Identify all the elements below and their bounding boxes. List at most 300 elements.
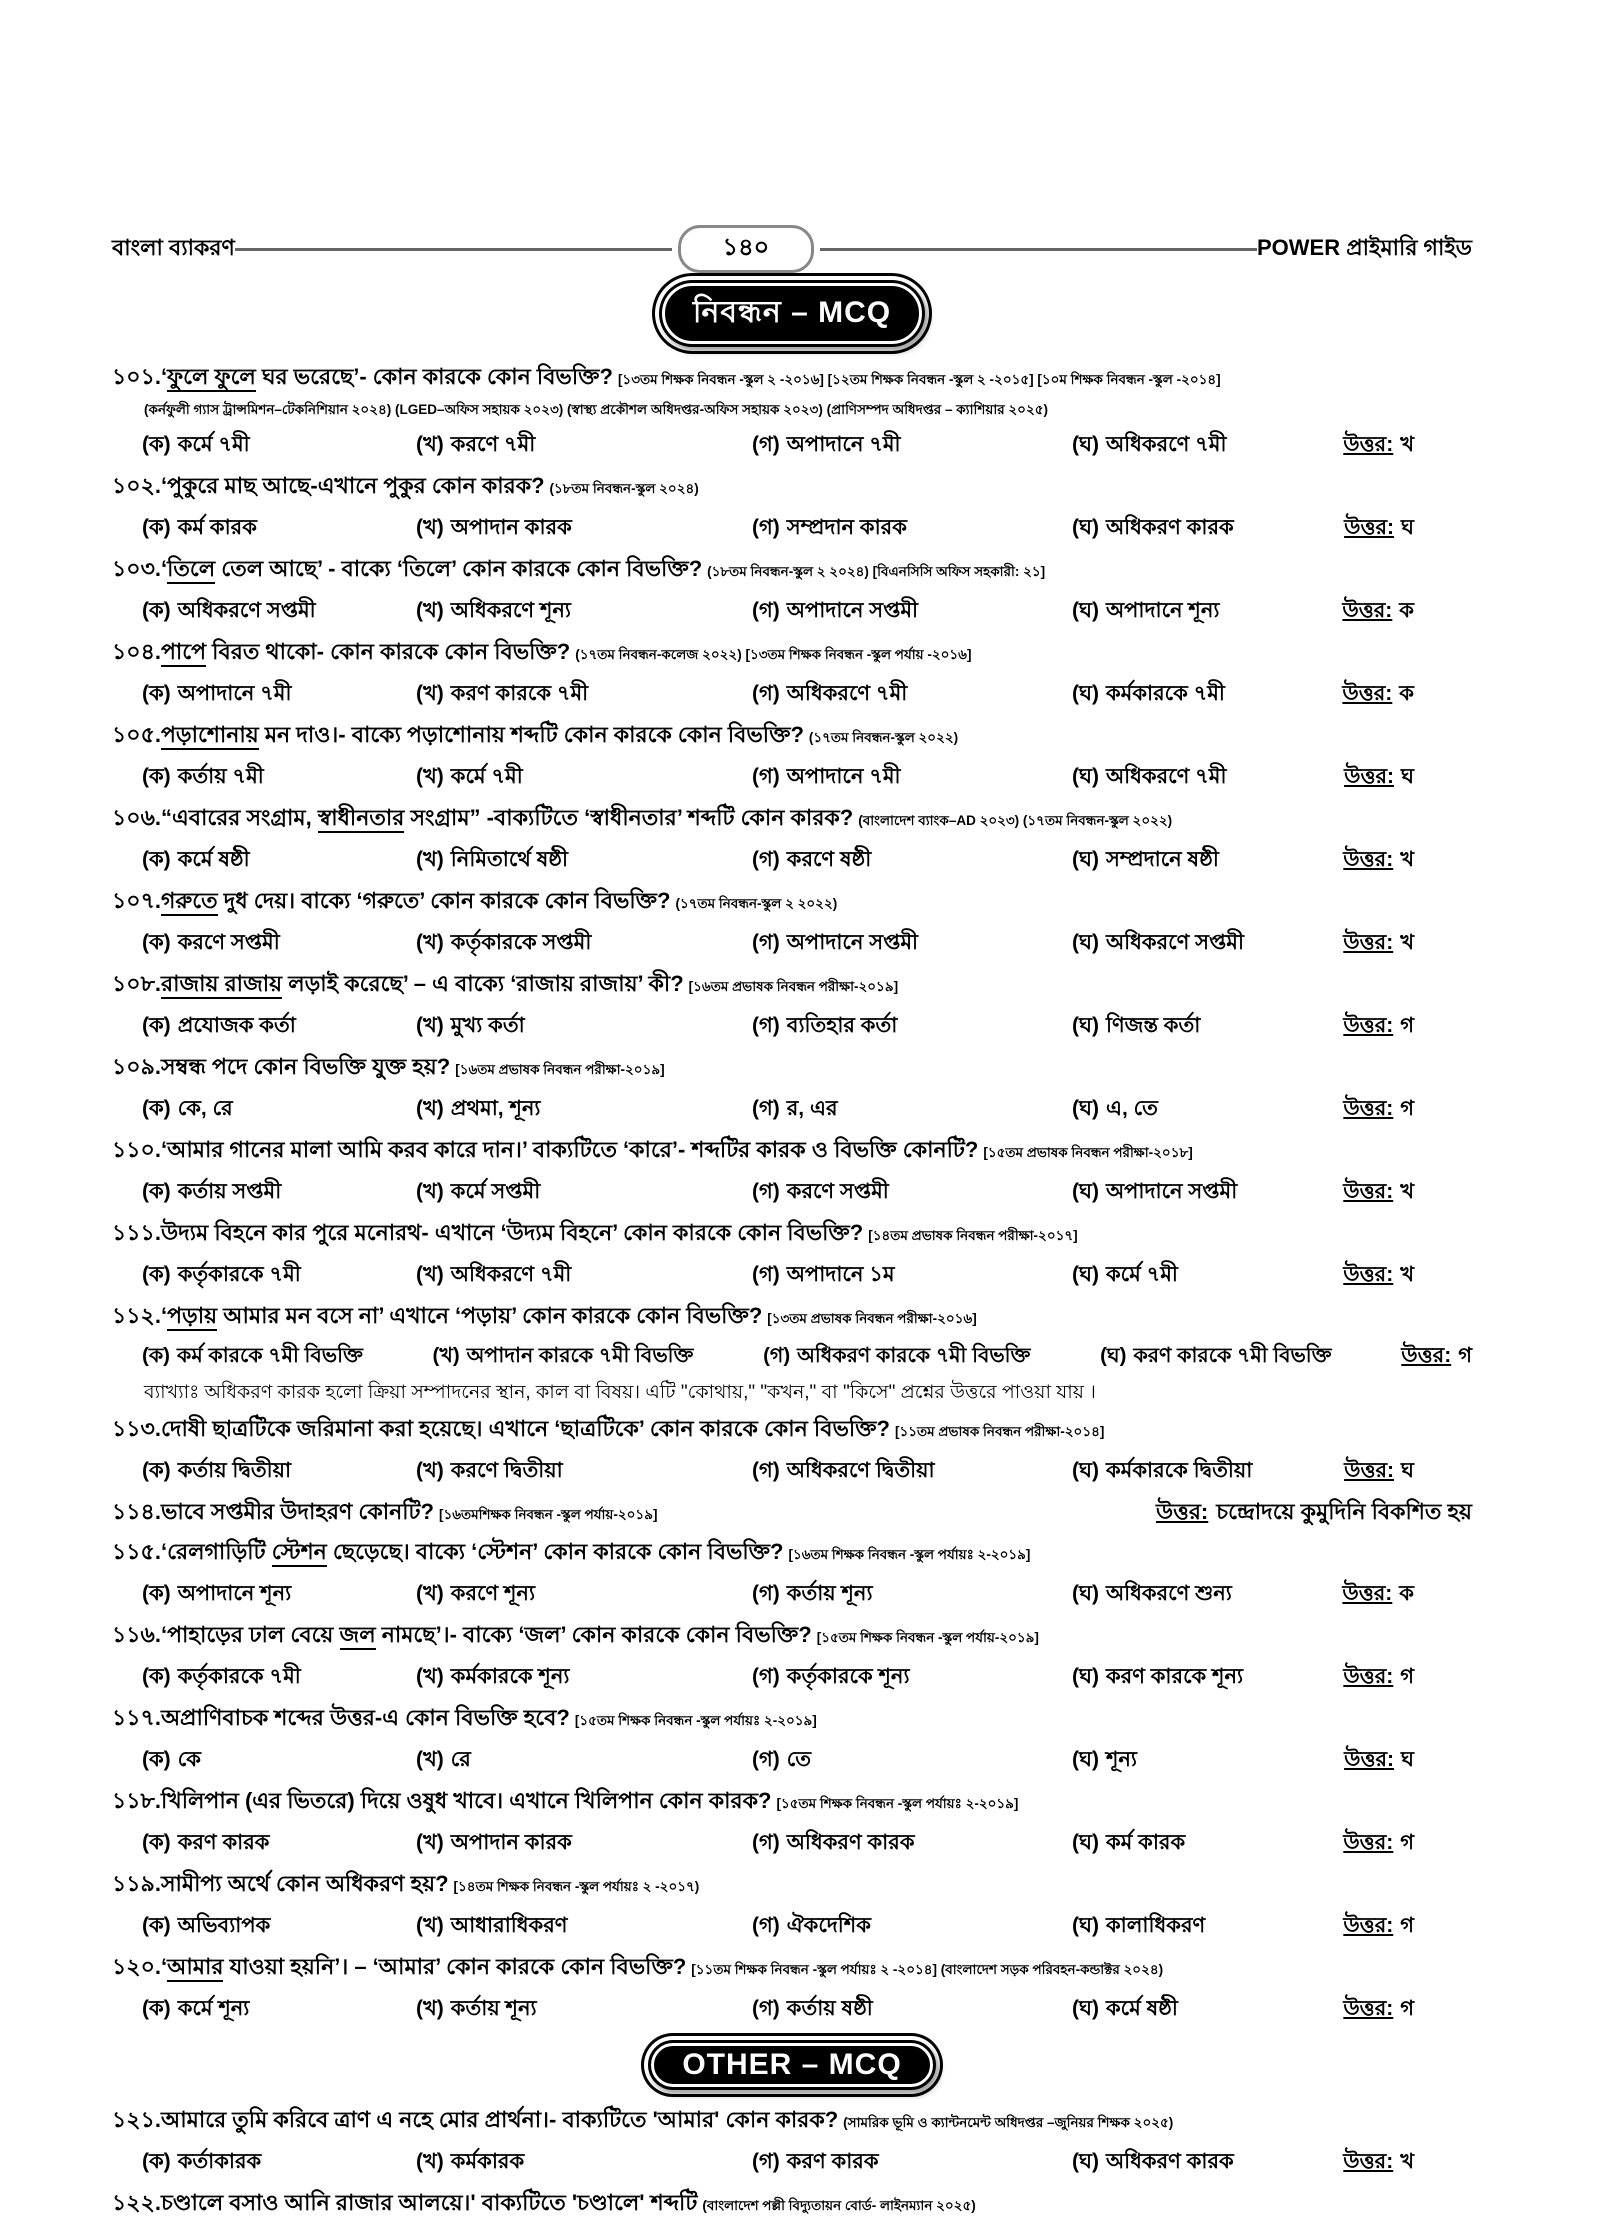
question-text-underlined: গরুতে xyxy=(161,888,218,916)
question-line xyxy=(112,1215,1472,1253)
option-label: (খ) xyxy=(416,599,444,622)
option-item xyxy=(752,423,1072,466)
answer-value: খ xyxy=(1400,2150,1414,2173)
option-item xyxy=(142,921,416,964)
option-label: (খ) xyxy=(416,1263,444,1286)
question-text-post: চণ্ডালে বসাও আনি রাজার আলয়ে।' বাক্যটিতে 'চণ্ডালে' শব্দটি xyxy=(161,2190,698,2215)
option-item xyxy=(752,1572,1072,1615)
question-number: ১১৯. xyxy=(112,1871,161,1896)
page-header xyxy=(112,228,1472,270)
answer-label: উত্তর: xyxy=(1343,433,1394,456)
option-item xyxy=(1072,1253,1304,1296)
option-item xyxy=(416,1738,752,1781)
option-text: অধিকরণে সপ্তমী xyxy=(1105,931,1244,954)
option-item xyxy=(1072,1004,1304,1047)
option-text: কর্মে ৭মী xyxy=(177,433,250,456)
answer-label: উত্তর: xyxy=(1343,1097,1394,1120)
option-text: অপাদান কারক xyxy=(450,516,572,539)
question-number: ১০৭. xyxy=(112,888,161,913)
option-text: কর্তায় শূন্য xyxy=(450,1997,537,2020)
question-text-pre: ‘ xyxy=(161,556,168,581)
option-item xyxy=(1072,755,1304,798)
option-text: কর্তায় শূন্য xyxy=(786,1582,873,1605)
option-text: করণ কারক xyxy=(177,1831,270,1854)
option-label: (ঘ) xyxy=(1072,516,1099,539)
page-number: ১৪০ xyxy=(678,225,815,273)
answer-label: উত্তর: xyxy=(1343,1665,1394,1688)
options-row xyxy=(112,1004,1472,1047)
options-row xyxy=(112,589,1472,632)
option-item xyxy=(416,423,752,466)
option-text: কর্ম কারকে ৭মী বিভক্তি xyxy=(177,1344,363,1367)
question-line xyxy=(112,2102,1472,2140)
option-label: (ঘ) xyxy=(1072,1180,1099,1203)
question-block xyxy=(112,551,1472,632)
option-item xyxy=(142,1572,416,1615)
question-number: ১০৮. xyxy=(112,971,161,996)
question-text-post: মন দাও।- বাক্যে পড়াশোনায় শব্দটি কোন কারকে কোন বিভক্তি? xyxy=(258,722,804,747)
option-text: করণ কারকে শূন্য xyxy=(1105,1665,1244,1688)
question-source-ref: [১১তম প্রভাষক নিবন্ধন পরীক্ষা-২০১৪] xyxy=(894,1424,1105,1439)
option-text: এ, তে xyxy=(1105,1097,1158,1120)
option-text: অপাদানে শূন্য xyxy=(1105,599,1220,622)
answer-value: গ xyxy=(1400,1665,1414,1688)
question-source-ref: (১৭তম নিবন্ধন-স্কুল ২ ২০২২) xyxy=(675,896,838,911)
options-row xyxy=(112,1738,1472,1781)
option-label: (ক) xyxy=(142,1459,171,1482)
answer-cell xyxy=(1304,921,1472,964)
question-text-post: যাওয়া হয়নি’। – ‘আমার’ কোন কারকে কোন বিভক্তি? xyxy=(223,1954,687,1979)
question-source-ref-2: (কর্নফুলী গ্যাস ট্রান্সমিশন–টেকনিশিয়ান ২০২৪) (LGED–অফিস সহায়ক ২০২৩) (স্বাস্থ্য প্রকৌশল অধিদপ্তর-অফিস সহায়ক ২০২৩) (প্রাণিসম্পদ অধিদপ্তর – ক্যাশিয়ার ২০২৫) xyxy=(144,402,1048,417)
answer-cell xyxy=(1304,1004,1472,1047)
header-rule-right xyxy=(820,248,1257,251)
question-text xyxy=(161,966,684,1001)
option-item xyxy=(142,1170,416,1213)
option-item xyxy=(752,1987,1072,2030)
option-label: (গ) xyxy=(752,848,780,871)
question-block xyxy=(112,359,1472,466)
question-source-ref: [১৬তম প্রভাষক নিবন্ধন পরীক্ষা-২০১৯] xyxy=(455,1062,665,1077)
question-source-ref: [১১তম শিক্ষক নিবন্ধন -স্কুল পর্যায়ঃ ২ -২০১৪] (বাংলাদেশ সড়ক পরিবহন-কন্ডাক্টর ২০২৪) xyxy=(691,1962,1164,1977)
option-text: কর্তৃকারকে সপ্তমী xyxy=(450,931,592,954)
question-number: ১২২. xyxy=(112,2190,161,2215)
answer-cell xyxy=(1304,1170,1472,1213)
option-item xyxy=(416,1253,752,1296)
option-text: অপাদানে সপ্তমী xyxy=(786,931,919,954)
question-source-ref: (বাংলাদেশ পল্লী বিদ্যুতায়ন বোর্ড- লাইনম্যান ২০২৫) xyxy=(702,2198,976,2213)
option-text: সম্প্রদানে ষষ্ঠী xyxy=(1105,848,1219,871)
option-item xyxy=(752,1004,1072,1047)
option-text: কর্তৃকারকে ৭মী xyxy=(177,1665,301,1688)
option-item xyxy=(1072,423,1304,466)
options-row xyxy=(112,423,1472,466)
question-block xyxy=(112,468,1472,549)
answer-label: উত্তর: xyxy=(1401,1344,1452,1367)
option-label: (ক) xyxy=(142,931,171,954)
question-source-ref: [১৫তম শিক্ষক নিবন্ধন -স্কুল পর্যায়ঃ ২-২০১৯] xyxy=(776,1796,1019,1811)
option-text: কর্ম কারক xyxy=(1105,1831,1186,1854)
answer-cell xyxy=(1304,423,1472,466)
option-label: (ক) xyxy=(142,1997,171,2020)
option-text: ণিজন্ত কর্তা xyxy=(1105,1014,1201,1037)
option-item xyxy=(1072,672,1304,715)
question-text-underlined: আমার xyxy=(167,1954,223,1982)
answer-label: উত্তর: xyxy=(1155,1499,1209,1524)
option-label: (ক) xyxy=(142,765,171,788)
question-text xyxy=(161,883,670,918)
question-text-post: অপ্রাণিবাচক শব্দের উত্তর-এ কোন বিভক্তি হবে? xyxy=(160,1705,570,1730)
option-text: অপাদানে ৭মী xyxy=(786,765,901,788)
question-source-ref: [১৫তম প্রভাষক নিবন্ধন পরীক্ষা-২০১৮] xyxy=(983,1145,1193,1160)
question-line xyxy=(112,1049,1472,1087)
question-line xyxy=(112,1534,1472,1572)
option-label: (ঘ) xyxy=(1072,1997,1099,2020)
option-item xyxy=(416,1170,752,1213)
question-block xyxy=(112,1617,1472,1698)
option-item xyxy=(1072,1655,1304,1698)
option-label: (খ) xyxy=(416,1665,444,1688)
option-label: (ঘ) xyxy=(1072,599,1099,622)
question-text-underlined: পাপে xyxy=(161,639,206,667)
question-source-ref: [১৫তম শিক্ষক নিবন্ধন -স্কুল পর্যায়ঃ ২-২০১৯] xyxy=(574,1713,817,1728)
question-number: ১০৬. xyxy=(112,805,161,830)
option-text: কর্মে ষষ্ঠী xyxy=(177,848,250,871)
question-text xyxy=(161,1866,449,1901)
answer-label: উত্তর: xyxy=(1343,1831,1394,1854)
question-line xyxy=(112,2185,1472,2223)
question-source-ref: (১৮তম নিবন্ধন-স্কুল ২০২৪) xyxy=(549,481,699,496)
question-text xyxy=(161,1534,784,1569)
option-item xyxy=(416,589,752,632)
option-text: করণ কারকে ৭মী xyxy=(450,682,589,705)
question-number: ১২০. xyxy=(112,1954,161,1979)
answer-value: ক xyxy=(1399,682,1414,705)
option-item xyxy=(142,1987,416,2030)
answer-cell xyxy=(1304,1572,1472,1615)
option-text: কর্মকারকে ৭মী xyxy=(1105,682,1225,705)
question-text-pre: ‘ xyxy=(161,1954,168,1979)
option-text: অধিকরণে ৭মী xyxy=(450,1263,572,1286)
answer-value: খ xyxy=(1400,848,1414,871)
question-number: ১০৩. xyxy=(112,556,161,581)
answer-label: উত্তর: xyxy=(1343,1180,1394,1203)
question-line xyxy=(112,717,1472,755)
option-item xyxy=(416,1821,752,1864)
option-text: অধিকরণে শূন্য xyxy=(450,599,572,622)
question-source-ref: [১৩তম শিক্ষক নিবন্ধন -স্কুল ২ -২০১৬] [১২তম শিক্ষক নিবন্ধন -স্কুল ২ -২০১৫] [১০ম শিক্ষক নিবন্ধন -স্কুল -২০১৪] xyxy=(617,372,1221,387)
option-item xyxy=(1072,1904,1304,1947)
option-label: (গ) xyxy=(752,1997,780,2020)
option-label: (গ) xyxy=(752,516,780,539)
question-text xyxy=(161,1617,812,1652)
option-label: (ক) xyxy=(142,1014,171,1037)
option-label: (খ) xyxy=(416,1014,444,1037)
answer-label: উত্তর: xyxy=(1342,599,1393,622)
option-text: ব্যতিহার কর্তা xyxy=(786,1014,898,1037)
answer-explanation: ব্যাখ্যাঃ অধিকরণ কারক হলো ক্রিয়া সম্পাদনের স্থান, কাল বা বিষয়। এটি "কোথায়," "কখন," বা "কিসে" প্রশ্নের উত্তরে পাওয়া যায় । xyxy=(144,1382,1096,1403)
question-source-ref: [১৪তম শিক্ষক নিবন্ধন -স্কুল পর্যায়ঃ ২ -২০১৭) xyxy=(453,1879,700,1894)
options-row xyxy=(112,1087,1472,1130)
option-text: কর্মে ষষ্ঠী xyxy=(1105,1997,1178,2020)
option-label: (গ) xyxy=(752,2150,780,2173)
option-text: কর্মে শূন্য xyxy=(177,1997,250,2020)
question-source-ref: [১৬তম শিক্ষক নিবন্ধন -স্কুল পর্যায়ঃ ২-২০১৯] xyxy=(788,1547,1031,1562)
question-text-post: ছেড়েছে। বাক্যে ‘স্টেশন’ কোন কারকে কোন বিভক্তি? xyxy=(326,1539,784,1564)
question-text-underlined: তিলে xyxy=(167,556,215,584)
option-item xyxy=(752,1738,1072,1781)
option-text: কালাধিকরণ xyxy=(1105,1914,1206,1937)
question-line xyxy=(112,1494,1472,1532)
question-number: ১১৮. xyxy=(112,1788,161,1813)
option-label: (ঘ) xyxy=(1072,682,1099,705)
question-text-underlined: ফুলে ফুলে xyxy=(167,364,256,392)
question-block xyxy=(112,2185,1472,2223)
answer-label: উত্তর: xyxy=(1344,516,1395,539)
question-block xyxy=(112,966,1472,1047)
question-text-underlined: জল xyxy=(340,1622,376,1650)
option-label: (ঘ) xyxy=(1072,433,1099,456)
answer-value: ঘ xyxy=(1401,516,1414,539)
option-label: (ঘ) xyxy=(1100,1344,1127,1367)
option-text: কর্তায় দ্বিতীয়া xyxy=(177,1459,292,1482)
option-text: অধিকরণে সপ্তমী xyxy=(177,599,316,622)
option-label: (ঘ) xyxy=(1072,1748,1099,1771)
option-text: করণ কারক xyxy=(786,2150,879,2173)
question-block xyxy=(112,1215,1472,1296)
option-item xyxy=(752,1449,1072,1492)
options-row xyxy=(112,1655,1472,1698)
option-label: (খ) xyxy=(416,931,444,954)
option-text: অপাদানে ৭মী xyxy=(786,433,901,456)
option-text: অধিকরণ কারক xyxy=(1105,2150,1234,2173)
answer-cell xyxy=(1304,1087,1472,1130)
option-label: (খ) xyxy=(416,1097,444,1120)
header-right-title: POWER প্রাইমারি গাইড xyxy=(1256,234,1472,260)
option-label: (গ) xyxy=(752,1748,780,1771)
answer-value: খ xyxy=(1400,1263,1414,1286)
answer-label: উত্তর: xyxy=(1342,682,1393,705)
option-item xyxy=(752,1253,1072,1296)
option-text: অপাদানে সপ্তমী xyxy=(786,599,919,622)
question-text-post: বিরত থাকো- কোন কারকে কোন বিভক্তি? xyxy=(206,639,571,664)
option-item xyxy=(416,1987,752,2030)
option-item xyxy=(142,1087,416,1130)
question-block xyxy=(112,1534,1472,1615)
option-item xyxy=(1072,1170,1304,1213)
question-block xyxy=(112,1298,1472,1409)
option-item xyxy=(142,1004,416,1047)
answer-value: গ xyxy=(1400,1914,1414,1937)
option-label: (খ) xyxy=(416,1914,444,1937)
answer-cell xyxy=(1401,1336,1472,1376)
question-line xyxy=(112,883,1472,921)
question-text xyxy=(161,468,545,503)
option-label: (গ) xyxy=(752,1665,780,1688)
option-text: করণে সপ্তমী xyxy=(177,931,280,954)
question-text-post: ‘পুকুরে মাছ আছে-এখানে পুকুর কোন কারক? xyxy=(161,473,545,498)
option-item xyxy=(142,1904,416,1947)
option-item xyxy=(1072,921,1304,964)
option-text: অপাদানে সপ্তমী xyxy=(1105,1180,1238,1203)
option-item xyxy=(1072,589,1304,632)
option-item xyxy=(142,589,416,632)
option-text: অধিকরণে ৭মী xyxy=(1105,765,1227,788)
option-label: (ঘ) xyxy=(1072,848,1099,871)
option-item xyxy=(142,1336,363,1376)
question-line xyxy=(112,1866,1472,1904)
option-text: করণে ষষ্ঠী xyxy=(786,848,872,871)
option-item xyxy=(416,838,752,881)
option-label: (ক) xyxy=(142,433,171,456)
option-item xyxy=(416,672,752,715)
question-text-post: সম্বন্ধ পদে কোন বিভক্তি যুক্ত হয়? xyxy=(160,1054,451,1079)
option-label: (ক) xyxy=(142,848,171,871)
question-line xyxy=(112,800,1472,838)
option-text: কে, রে xyxy=(177,1097,233,1120)
question-number: ১০২. xyxy=(112,473,161,498)
question-block xyxy=(112,1783,1472,1864)
question-text-post: উদ্যম বিহনে কার পুরে মনোরথ- এখানে ‘উদ্যম বিহনে’ কোন কারকে কোন বিভক্তি? xyxy=(160,1220,864,1245)
option-item xyxy=(763,1336,1030,1376)
option-label: (গ) xyxy=(752,599,780,622)
option-label: (ঘ) xyxy=(1072,1097,1099,1120)
option-label: (ঘ) xyxy=(1072,1831,1099,1854)
option-item xyxy=(1072,838,1304,881)
answer-label: উত্তর: xyxy=(1344,1459,1395,1482)
section-badge: OTHER – MCQ xyxy=(648,2040,935,2090)
section-badge: নিবন্ধন – MCQ xyxy=(659,280,925,347)
answer-value: খ xyxy=(1400,931,1414,954)
question-text-post: ‘আমার গানের মালা আমি করব কারে দান।’ বাক্যটিতে ‘কারে’- শব্দটির কারক ও বিভক্তি কোনটি? xyxy=(160,1137,979,1162)
option-text: অপাদান কারক xyxy=(450,1831,572,1854)
option-text: করণ কারকে ৭মী বিভক্তি xyxy=(1133,1344,1332,1367)
option-label: (গ) xyxy=(752,682,780,705)
answer-value: ক xyxy=(1399,599,1414,622)
question-block xyxy=(112,1949,1472,2030)
option-item xyxy=(142,506,416,549)
question-source-ref: [১৫তম শিক্ষক নিবন্ধন -স্কুল পর্যায়-২০১৯] xyxy=(816,1630,1039,1645)
answer-cell xyxy=(1304,672,1472,715)
answer-cell xyxy=(1304,1253,1472,1296)
option-item xyxy=(1072,1987,1304,2030)
question-text xyxy=(161,2102,838,2137)
header-left-title: বাংলা ব্যাকরণ xyxy=(112,234,235,260)
answer-label: উত্তর: xyxy=(1343,931,1394,954)
option-item xyxy=(1072,2140,1304,2183)
question-block xyxy=(112,2102,1472,2183)
option-item xyxy=(142,838,416,881)
option-label: (ক) xyxy=(142,1263,171,1286)
option-item xyxy=(142,423,416,466)
question-block xyxy=(112,1494,1472,1532)
question-text xyxy=(161,359,613,394)
answer-label: উত্তর: xyxy=(1343,848,1394,871)
question-source-ref: [১৬তম প্রভাষক নিবন্ধন পরীক্ষা-২০১৯] xyxy=(688,979,899,994)
question-text xyxy=(161,1049,450,1084)
question-number: ১১৫. xyxy=(112,1539,161,1564)
option-text: অধিকরণে দ্বিতীয়া xyxy=(786,1459,935,1482)
option-item xyxy=(752,838,1072,881)
option-text: অধিকরণে ৭মী xyxy=(786,682,908,705)
option-item xyxy=(752,506,1072,549)
question-text-underlined: পড়ায় xyxy=(167,1303,217,1331)
options-row xyxy=(112,1449,1472,1492)
answer-value: ঘ xyxy=(1401,765,1414,788)
answer-label: উত্তর: xyxy=(1342,1582,1393,1605)
option-item xyxy=(752,672,1072,715)
question-text-post: সংগ্রাম” -বাক্যটিতে ‘স্বাধীনতার’ শব্দটি কোন কারক? xyxy=(404,805,854,830)
option-text: র, এর xyxy=(786,1097,838,1120)
options-row xyxy=(112,1987,1472,2030)
option-text: কর্তায় সপ্তমী xyxy=(177,1180,282,1203)
question-text-post: দোষী ছাত্রটিকে জরিমানা করা হয়েছে। এখানে ‘ছাত্রটিকে’ কোন কারকে কোন বিভক্তি? xyxy=(160,1416,890,1441)
question-block xyxy=(112,1132,1472,1213)
answer-label: উত্তর: xyxy=(1343,1263,1394,1286)
question-block xyxy=(112,1411,1472,1492)
option-label: (গ) xyxy=(752,433,780,456)
question-text xyxy=(161,1215,863,1250)
option-item xyxy=(416,755,752,798)
option-item xyxy=(433,1336,694,1376)
option-label: (ক) xyxy=(142,1748,171,1771)
option-text: অপাদানে শূন্য xyxy=(177,1582,292,1605)
question-text-post: সামীপ্য অর্থে কোন অধিকরণ হয়? xyxy=(160,1871,449,1896)
question-line xyxy=(112,1617,1472,1655)
answer-value: খ xyxy=(1400,433,1414,456)
option-text: অধিকরণ কারকে ৭মী বিভক্তি xyxy=(797,1344,1031,1367)
question-text-post: লড়াই করেছে’ – এ বাক্যে ‘রাজায় রাজায়’ কী? xyxy=(282,971,684,996)
question-line xyxy=(112,359,1472,397)
question-text-post: খিলিপান (এর ভিতরে) দিয়ে ওষুধ খাবে। এখানে খিলিপান কোন কারক? xyxy=(160,1788,772,1813)
answer-cell xyxy=(1304,1987,1472,2030)
answer-cell xyxy=(1304,1655,1472,1698)
option-item xyxy=(142,1449,416,1492)
question-source-ref: [১৪তম প্রভাষক নিবন্ধন পরীক্ষা-২০১৭] xyxy=(868,1228,1078,1243)
question-line xyxy=(112,966,1472,1004)
question-line xyxy=(112,1949,1472,1987)
options-row xyxy=(112,1253,1472,1296)
option-label: (খ) xyxy=(416,1180,444,1203)
option-label: (ক) xyxy=(142,1097,171,1120)
options-row xyxy=(112,838,1472,881)
section-badge-row xyxy=(112,2040,1472,2090)
answer-text: চন্দ্রোদয়ে কুমুদিনি বিকশিত হয় xyxy=(1216,1499,1472,1524)
option-item xyxy=(142,1738,416,1781)
option-text: আধারাধিকরণ xyxy=(450,1914,568,1937)
question-text xyxy=(161,1411,890,1446)
option-text: করণে ৭মী xyxy=(450,433,536,456)
option-text: সম্প্রদান কারক xyxy=(786,516,907,539)
option-text: অপাদান কারকে ৭মী বিভক্তি xyxy=(466,1344,694,1367)
option-item xyxy=(1072,1087,1304,1130)
question-text-pre: ‘পাহাড়ের ঢাল বেয়ে xyxy=(160,1622,340,1647)
question-block xyxy=(112,1049,1472,1130)
question-line xyxy=(112,1411,1472,1449)
answer-cell xyxy=(1304,589,1472,632)
option-label: (খ) xyxy=(432,1344,460,1367)
option-item xyxy=(1072,506,1304,549)
option-text: কে xyxy=(177,1748,201,1771)
question-text xyxy=(161,1700,570,1735)
answer-label: উত্তর: xyxy=(1344,765,1395,788)
answer-value: ক xyxy=(1399,1582,1414,1605)
option-text: অভিব্যাপক xyxy=(177,1914,271,1937)
question-text-post: নামছে’।- বাক্যে ‘জল’ কোন কারকে কোন বিভক্তি? xyxy=(375,1622,812,1647)
question-text-post: দুধ দেয়। বাক্যে ‘গরুতে’ কোন কারকে কোন বিভক্তি? xyxy=(217,888,671,913)
question-text xyxy=(161,1949,686,1984)
options-row xyxy=(112,755,1472,798)
option-label: (গ) xyxy=(752,1097,780,1120)
